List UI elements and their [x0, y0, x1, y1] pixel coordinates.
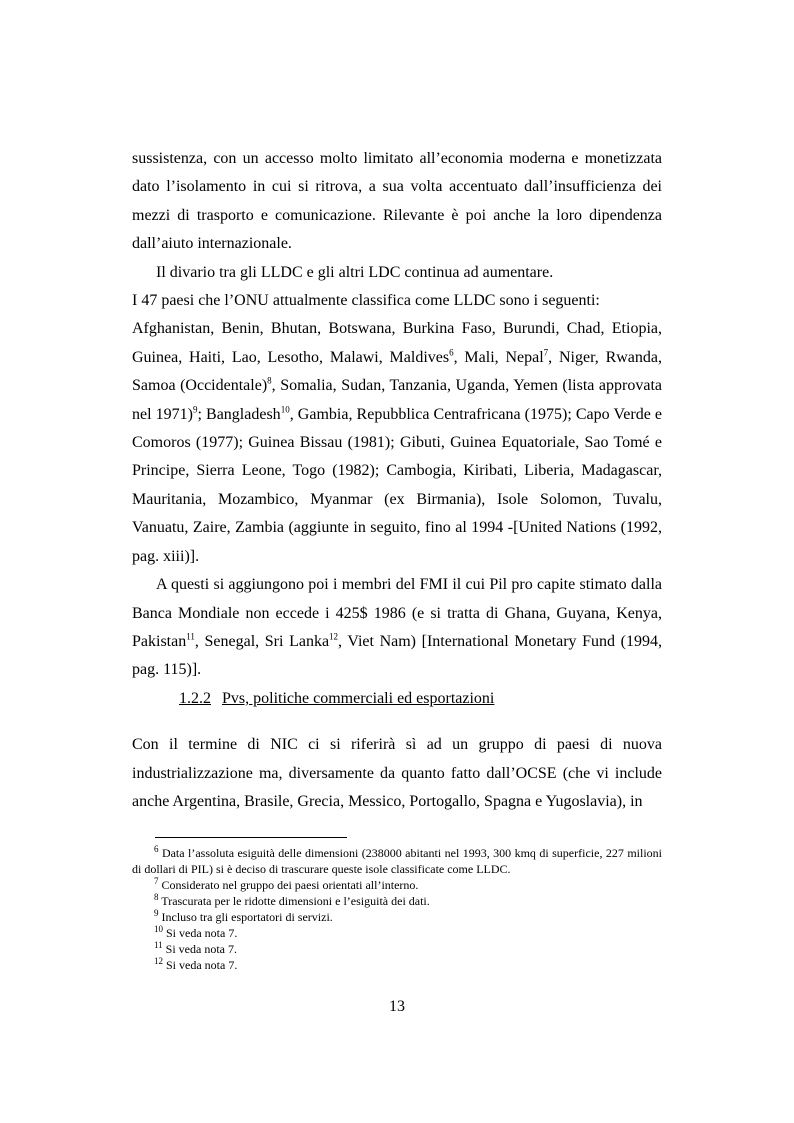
footnote-number: 12 — [154, 956, 163, 966]
footnote-8 — [132, 893, 662, 909]
footnote-ref[interactable]: 6 — [449, 347, 454, 358]
footnote-text: Trascurata per le ridotte dimensioni e l’esiguità dei dati. — [158, 894, 430, 908]
paragraph-5-text: , Viet Nam) [International Monetary Fund (1994, pag. 115)]. — [132, 632, 662, 679]
footnote-text: Si veda nota 7. — [163, 958, 238, 972]
footnote-number: 9 — [154, 908, 159, 918]
footnote-number: 6 — [154, 844, 159, 854]
footnote-number: 11 — [154, 940, 163, 950]
paragraph-5-text: , Senegal, Sri Lanka — [194, 632, 330, 650]
footnote-text: Incluso tra gli esportatori di servizi. — [158, 910, 333, 924]
footnote-ref[interactable]: 11 — [186, 631, 195, 642]
page-body — [132, 145, 662, 816]
paragraph-4-text: , Gambia, Repubblica Centrafricana (1975); Capo Verde e Comoros (1977); Guinea Bissau (1981); Gibuti, Guinea Equatoriale, Sao Tomé e Principe, Sierra Leone, Togo (1982); Cambogia, Kiribati, Liberia, Madagascar, Mauritania, Mozambico, Myanmar (ex Birmania), Isole Solomon, Tuvalu, Vanuatu, Zaire, Zambia (aggiunte in seguito, fino al 1994 -[United Nations (1992, pag. xiii)]. — [132, 405, 662, 565]
footnotes — [132, 845, 662, 973]
footnote-11 — [132, 941, 662, 957]
paragraph-4-text: , Somalia, Sudan, Tanzania, Uganda, Yemen (lista approvata nel 1971) — [132, 377, 662, 423]
paragraph-5-text: A questi si aggiungono poi i membri del FMI il cui Pil pro capite stimato dalla Banca Mondiale non eccede i 425$ 1986 (e si tratta di Ghana, Guyana, Kenya, Pakistan — [132, 576, 662, 650]
footnote-ref[interactable]: 8 — [267, 375, 272, 386]
paragraph-4 — [132, 315, 662, 571]
footnote-text: Si veda nota 7. — [162, 942, 237, 956]
paragraph-1: sussistenza, con un accesso molto limitato all’economia moderna e monetizzata dato l’isolamento in cui si ritrova, a sua volta accentuato dall’insufficienza dei mezzi di trasporto e comunicazione. Rilevante è poi anche la loro dipendenza dall’aiuto internazionale. — [132, 150, 662, 253]
paragraph-4-text: Afghanistan, Benin, Bhutan, Botswana, Burkina Faso, Burundi, Chad, Etiopia, Guinea, Haiti, Lao, Lesotho, Malawi, Maldives — [132, 320, 662, 366]
footnote-12 — [132, 957, 662, 973]
section-number: 1.2.2 — [179, 689, 211, 707]
section-heading — [132, 685, 662, 713]
footnote-7 — [132, 877, 662, 893]
paragraph-2: Il divario tra gli LLDC e gli altri LDC continua ad aumentare. — [156, 263, 554, 281]
footnote-number: 8 — [154, 892, 159, 902]
footnote-ref[interactable]: 7 — [543, 347, 549, 358]
footnote-ref[interactable]: 10 — [280, 404, 290, 415]
footnote-9 — [132, 909, 662, 925]
paragraph-4-text: , Niger, Rwanda, Samoa (Occidentale) — [132, 348, 662, 395]
footnote-10 — [132, 925, 662, 941]
paragraph-3: I 47 paesi che l’ONU attualmente classifica come LLDC sono i seguenti: — [132, 292, 600, 310]
footnote-ref[interactable]: 12 — [329, 631, 339, 642]
footnote-number: 10 — [154, 924, 163, 934]
footnote-text: Si veda nota 7. — [163, 926, 238, 940]
footnote-text: Data l’assoluta esiguità delle dimensioni (238000 abitanti nel 1993, 300 kmq di superficie, 227 milioni di dollari di PIL) si è deciso di trascurare queste isole classificate come LLDC. — [132, 846, 662, 876]
page-number: 13 — [389, 998, 405, 1015]
paragraph-5 — [132, 571, 662, 685]
footnote-number: 7 — [154, 876, 159, 886]
footnote-text: Considerato nel gruppo dei paesi orientati all’interno. — [158, 878, 419, 892]
footnote-6 — [132, 845, 662, 877]
footnote-ref[interactable]: 9 — [192, 404, 198, 415]
paragraph-4-text: , Mali, Nepal — [453, 348, 544, 366]
section-title: Pvs, politiche commerciali ed esportazioni — [222, 689, 495, 707]
paragraph-4-text: ; Bangladesh — [197, 405, 281, 423]
footnote-separator — [155, 837, 347, 838]
paragraph-6: Con il termine di NIC ci si riferirà sì ad un gruppo di paesi di nuova industrializzazione ma, diversamente da quanto fatto dall’OCSE (che vi include anche Argentina, Brasile, Grecia, Messico, Portogallo, Spagna e Yugoslavia), in — [132, 736, 662, 810]
